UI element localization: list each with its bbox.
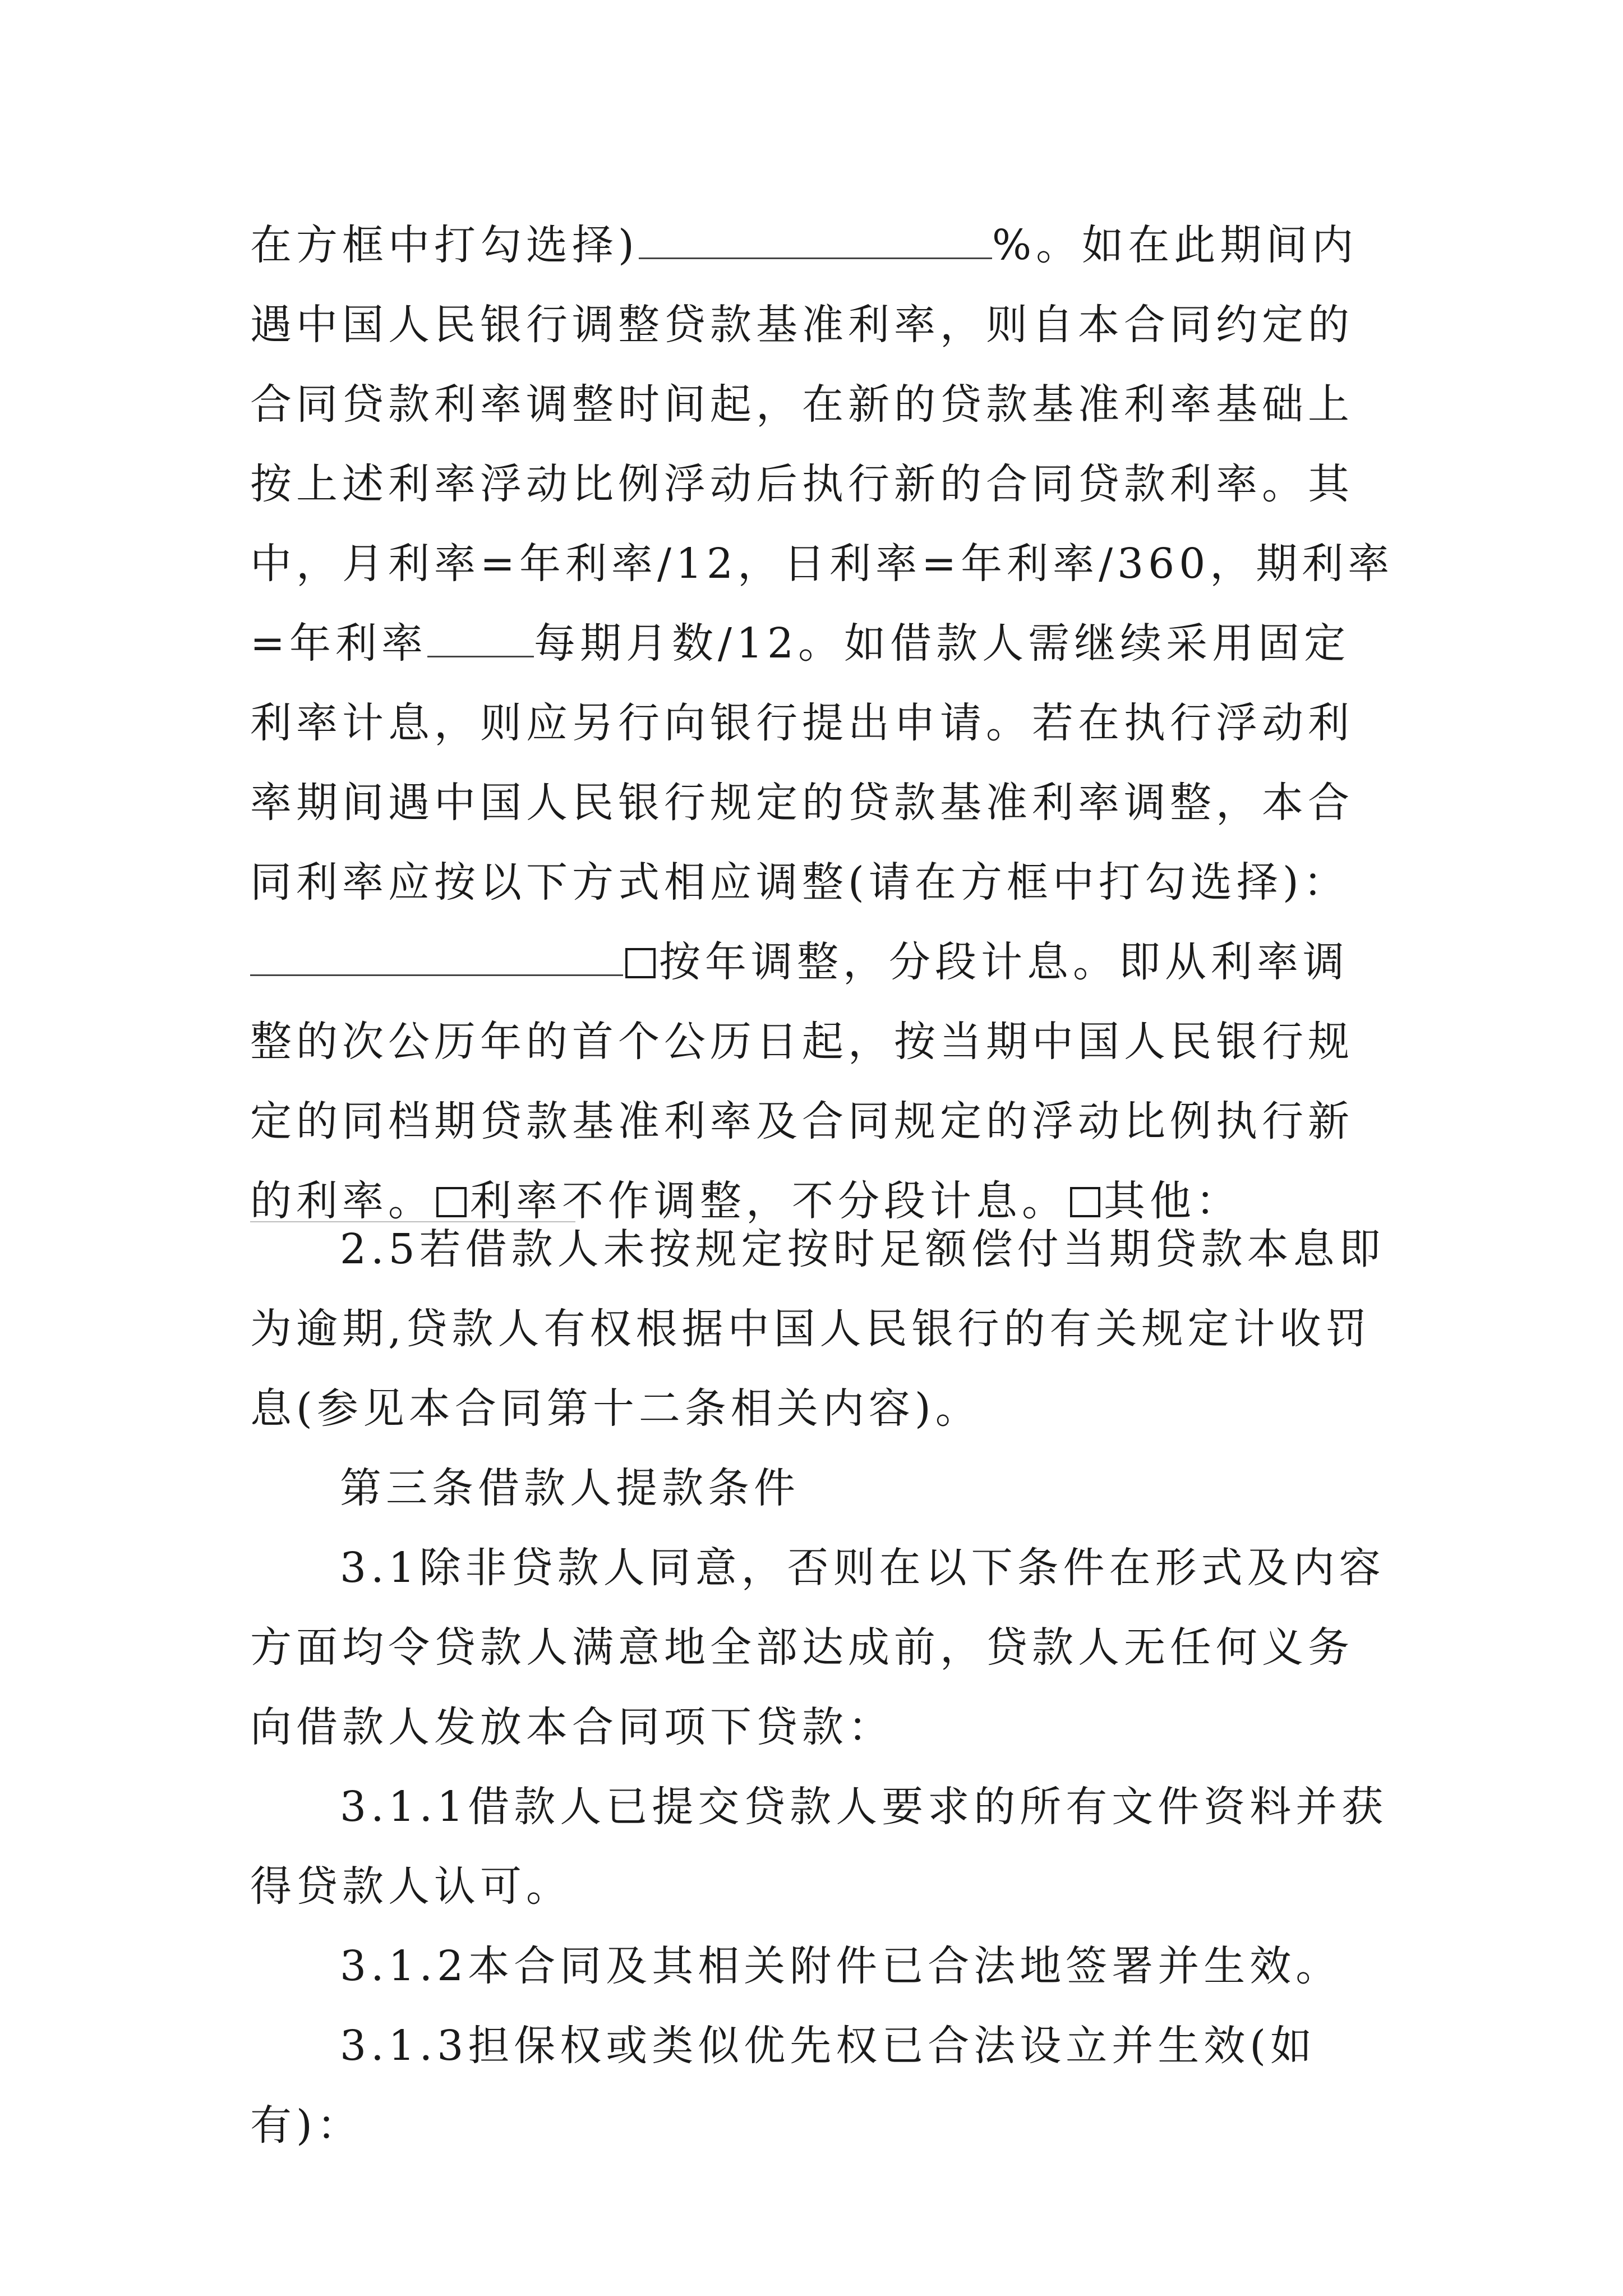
text-segment: %。如在此期间内遇中国人民银行调整贷款基准利率，则自本合同约定的合同贷款利率调整时间起，在新的贷款基准利率基础上按上述利率浮动比例浮动后执行新的合同贷款利率。其中，月利率=年利率/12，日利率=年利率/360，期利率=年利率 [250,221,1394,668]
article-3-heading: 第三条借款人提款条件 [340,1464,800,1512]
checkbox-annual-adjust[interactable] [625,948,656,978]
clause-3-1-1: 3.1.1借款人已提交贷款人要求的所有文件资料并获得贷款人认可。 [250,1783,1388,1911]
blank-line-period [427,622,534,657]
text-segment: 在方框中打勾选择) [250,221,639,269]
clause-section [250,1209,1394,2165]
clause-2-5: 2.5若借款人未按规定按时足额偿付当期贷款本息即为逾期,贷款人有权根据中国人民银行的有关规定计收罚息(参见本合同第十二条相关内容)。 [250,1225,1385,1433]
interest-rate-paragraph [250,205,1394,1241]
clause-3-1-3: 3.1.3担保权或类似优先权已合法设立并生效(如有)： [250,2022,1317,2150]
clause-3-1: 3.1除非贷款人同意，否则在以下条件在形式及内容方面均令贷款人满意地全部达成前，贷款人无任何义务向借款人发放本合同项下贷款： [250,1544,1385,1751]
clause-3-1-2: 3.1.2本合同及其相关附件已合法地签署并生效。 [340,1942,1342,1990]
blank-line-rate [639,224,992,259]
text-segment: 每期月数/12。如借款人需继续采用固定利率计息，则应另行向银行提出申请。若在执行浮动利率期间遇中国人民银行规定的贷款基准利率调整，本合同利率应按以下方式相应调整(请在方框中打勾选择)： [250,619,1354,907]
text-segment: 其他： [1104,1177,1242,1225]
text-segment: 利率不作调整，不分段计息。 [470,1177,1068,1225]
text-segment: 按年调整，分段计息。即从利率调整的次公历年的首个公历日起，按当期中国人民银行规定的同档期贷款基准利率及合同规定的浮动比例执行新的利率。 [250,938,1354,1225]
blank-line-adjust [250,941,623,976]
